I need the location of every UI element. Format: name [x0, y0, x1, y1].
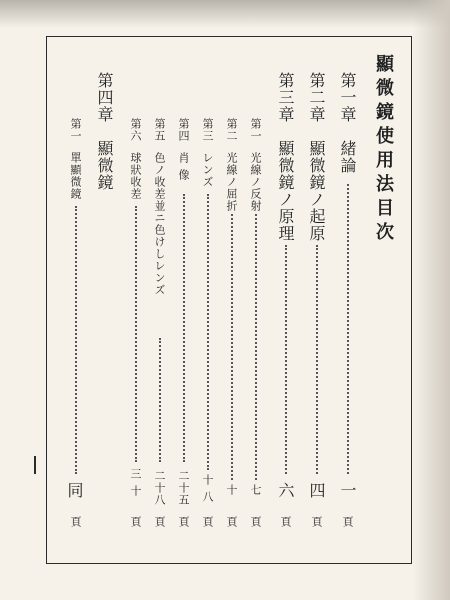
subsection-1-page-unit: 頁 — [69, 516, 82, 528]
section-5-title: 色ノ收差並ニ色けしレンズ — [153, 152, 166, 296]
section-3-page-unit: 頁 — [201, 516, 214, 528]
chapter-3-number: 第三章 — [276, 72, 295, 123]
chapter-2-number: 第二章 — [307, 72, 326, 123]
section-5-number: 第五 — [153, 118, 166, 142]
chapter-3-page-unit: 頁 — [279, 516, 292, 528]
chapter-2-page-unit: 頁 — [310, 516, 323, 528]
section-2-title: 光線ノ屈折 — [225, 152, 238, 212]
chapter-3-page: 六 — [276, 482, 295, 499]
section-4-title: 肖像 — [177, 152, 190, 186]
chapter-3-leader — [285, 245, 289, 474]
section-2-leader — [231, 214, 235, 480]
chapter-1-page: 一 — [338, 482, 357, 499]
page-shadow-right — [412, 0, 450, 600]
toc-title: 顯微鏡使用法目次 — [373, 54, 394, 246]
section-6-page: 三十 — [129, 468, 142, 502]
chapter-2-leader — [316, 245, 320, 474]
section-1-number: 第一 — [249, 118, 262, 142]
section-4-number: 第四 — [177, 118, 190, 142]
chapter-2-page: 四 — [307, 482, 326, 499]
section-5-page: 二十八 — [153, 470, 166, 506]
section-2-page-unit: 頁 — [225, 516, 238, 528]
section-2-number: 第二 — [225, 118, 238, 142]
section-3-number: 第三 — [201, 118, 214, 142]
section-3-page: 十八 — [201, 474, 214, 508]
section-2-page: 十 — [225, 484, 238, 496]
section-4-page: 二十五 — [177, 470, 190, 506]
section-4-leader — [183, 194, 187, 462]
subsection-1-number: 第一 — [69, 118, 82, 142]
page-shadow-top — [0, 0, 450, 28]
section-6-page-unit: 頁 — [129, 516, 142, 528]
chapter-3-title: 顯微鏡ノ原理 — [276, 140, 295, 242]
section-4-page-unit: 頁 — [177, 516, 190, 528]
binding-mark — [34, 456, 36, 474]
section-1-title: 光線ノ反射 — [249, 152, 262, 212]
section-3-title: レンズ — [201, 152, 214, 188]
section-3-leader — [207, 194, 211, 470]
chapter-1-title: 緒論 — [338, 140, 357, 174]
chapter-1-leader — [347, 184, 351, 474]
section-6-title: 球狀收差 — [129, 152, 142, 200]
chapter-1-number: 第一章 — [338, 72, 357, 123]
section-1-leader — [255, 214, 259, 480]
subsection-1-leader — [75, 206, 79, 474]
chapter-1-page-unit: 頁 — [341, 516, 354, 528]
section-1-page-unit: 頁 — [249, 516, 262, 528]
subsection-1-page: 同 — [65, 482, 84, 499]
section-1-page: 七 — [249, 484, 262, 496]
chapter-2-title: 顯微鏡ノ起原 — [307, 140, 326, 242]
chapter-4-number: 第四章 — [95, 72, 114, 123]
section-5-leader — [159, 338, 163, 462]
chapter-4-title: 顯微鏡 — [95, 140, 114, 191]
section-6-leader — [135, 206, 139, 462]
subsection-1-title: 單顯微鏡 — [69, 152, 82, 200]
section-5-page-unit: 頁 — [153, 516, 166, 528]
section-6-number: 第六 — [129, 118, 142, 142]
